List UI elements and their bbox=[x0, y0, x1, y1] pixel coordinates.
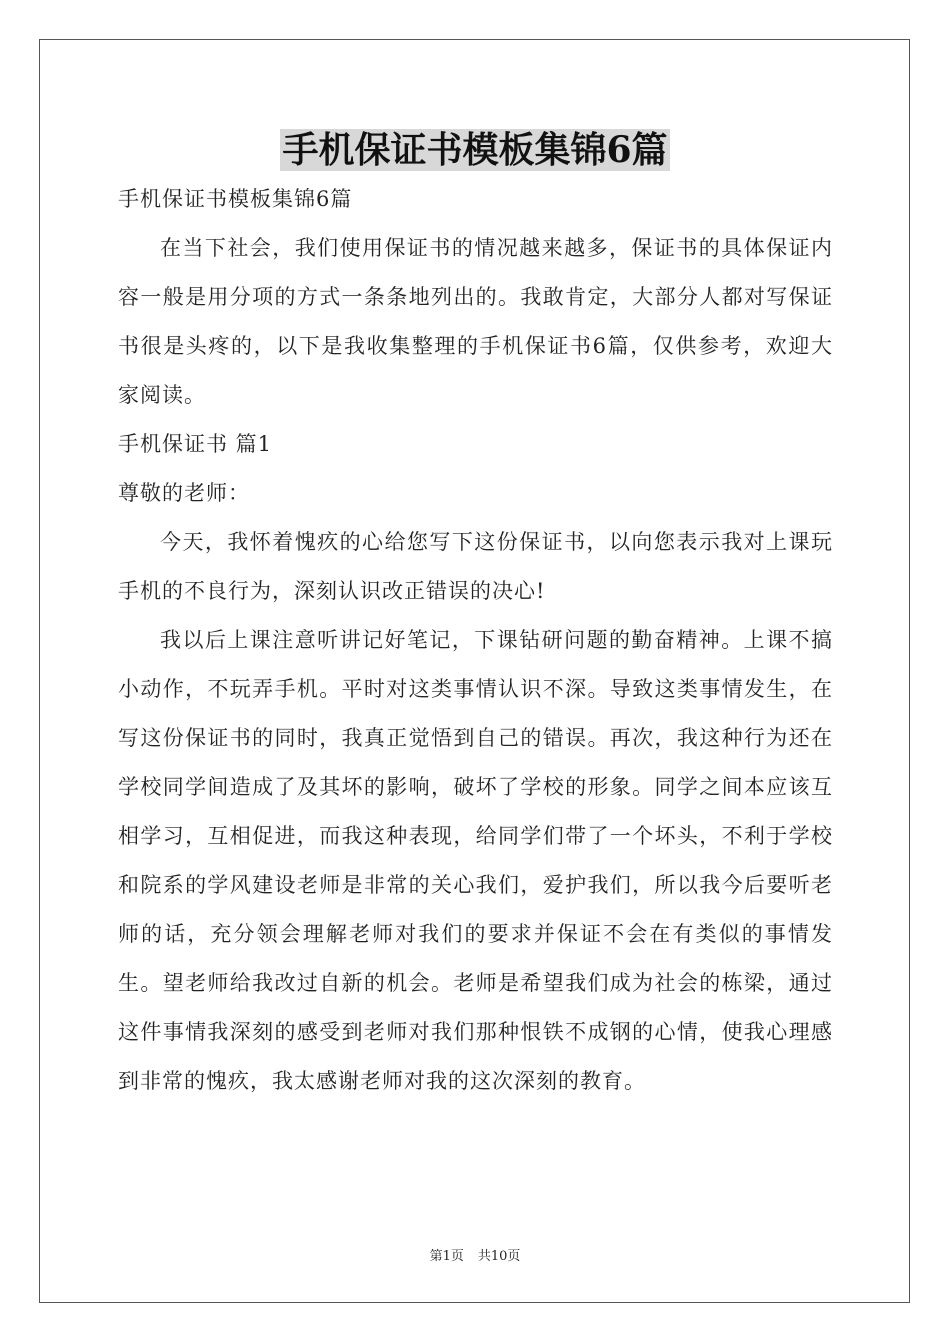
document-title bbox=[0, 126, 950, 174]
document-subtitle: 手机保证书模板集锦6篇 bbox=[118, 187, 353, 211]
document-title-text: 手机保证书模板集锦6篇 bbox=[282, 129, 668, 171]
document-body bbox=[118, 175, 833, 1106]
page-total: 共10页 bbox=[477, 1249, 521, 1264]
body-paragraph-1: 今天，我怀着愧疚的心给您写下这份保证书，以向您表示我对上课玩手机的不良行为，深刻认识改正错误的决心! bbox=[118, 530, 833, 603]
page-footer bbox=[0, 1248, 950, 1266]
body-paragraph-2: 我以后上课注意听讲记好笔记，下课钻研问题的勤奋精神。上课不搞小动作，不玩弄手机。平时对这类事情认识不深。导致这类事情发生，在写这份保证书的同时，我真正觉悟到自己的错误。再次，我这种行为还在学校同学间造成了及其坏的影响，破坏了学校的形象。同学之间本应该互相学习，互相促进，而我这种表现，给同学们带了一个坏头，不利于学校和院系的学风建设老师是非常的关心我们，爱护我们，所以我今后要听老师的话，充分领会理解老师对我们的要求并保证不会在有类似的事情发生。望老师给我改过自新的机会。老师是希望我们成为社会的栋梁，通过这件事情我深刻的感受到老师对我们那种恨铁不成钢的心情，使我心理感到非常的愧疚，我太感谢老师对我的这次深刻的教育。 bbox=[118, 628, 833, 1093]
salutation: 尊敬的老师： bbox=[118, 481, 250, 505]
intro-paragraph: 在当下社会，我们使用保证书的情况越来越多，保证书的具体保证内容一般是用分项的方式一条条地列出的。我敢肯定，大部分人都对写保证书很是头疼的，以下是我收集整理的手机保证书6篇，仅供参考，欢迎大家阅读。 bbox=[118, 236, 833, 407]
section-heading: 手机保证书 篇1 bbox=[118, 432, 273, 456]
page-number: 第1页 bbox=[429, 1249, 464, 1264]
